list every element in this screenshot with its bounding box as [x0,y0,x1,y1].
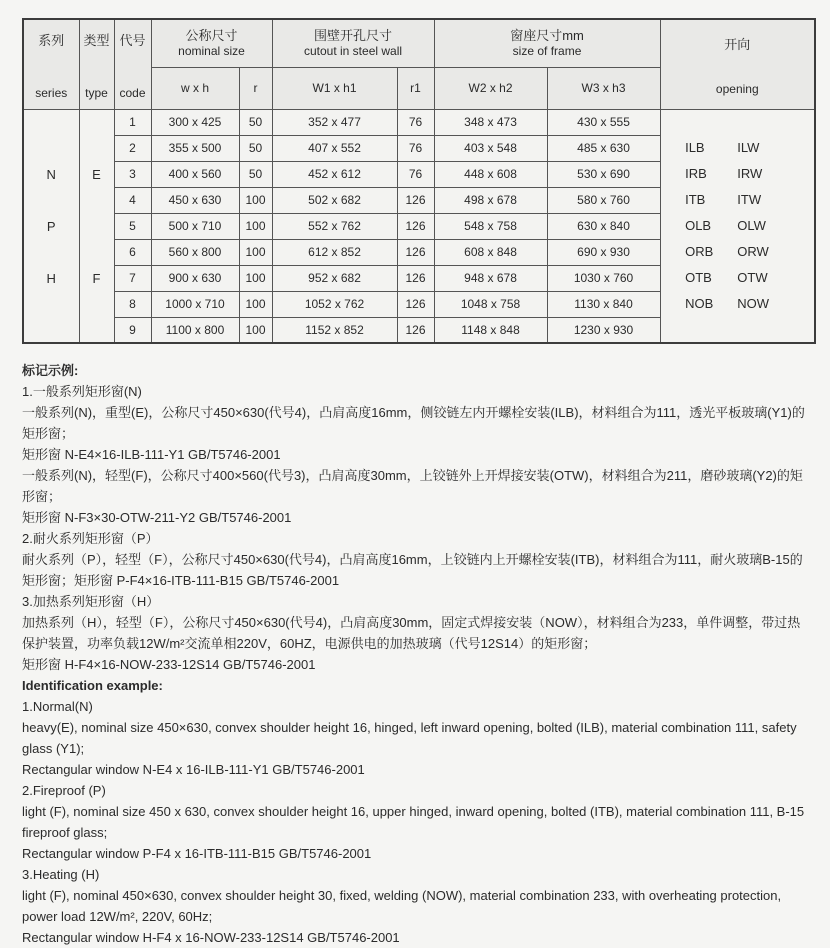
cell-wxh: 450 x 630 [151,187,239,213]
cell-wxh: 500 x 710 [151,213,239,239]
cell-w1h1: 552 x 762 [272,213,397,239]
cell-r: 100 [239,239,272,265]
opening-code: ITW [737,191,762,207]
cell-w3h3: 430 x 555 [547,109,660,135]
cell-w2h2: 1048 x 758 [434,291,547,317]
cell-r: 100 [239,291,272,317]
opening-code: NOW [737,295,770,311]
spec-table [22,18,816,344]
cell-code: 5 [114,213,151,239]
header-series-en: series [35,86,68,101]
cell-w3h3: 580 x 760 [547,187,660,213]
opening-code: OTB [685,269,712,285]
header-frame-size [434,19,660,67]
cell-r: 100 [239,187,272,213]
cell-r: 50 [239,109,272,135]
notes-cn-title: 标记示例: [22,363,79,378]
cell-r: 100 [239,265,272,291]
opening-code: IRB [685,165,707,181]
header-opening-cn: 开向 [724,37,751,53]
subheader-r1: r1 [397,67,434,109]
header-nominal-size [151,19,272,67]
notes-cn-line: 矩形窗 N-E4×16-ILB-111-Y1 GB/T5746-2001 [22,447,281,462]
opening-code: NOB [685,295,714,311]
notes-cn-line: 1.一般系列矩形窗(N) [22,384,142,399]
cell-wxh: 1100 x 800 [151,317,239,343]
cell-w1h1: 1052 x 762 [272,291,397,317]
cell-r: 50 [239,135,272,161]
notes-en-line: 2.Fireproof (P) [22,783,106,798]
cell-w1h1: 352 x 477 [272,109,397,135]
header-frame-en: size of frame [512,44,582,59]
cell-w2h2: 498 x 678 [434,187,547,213]
header-cutout-cn: 围壁开孔尺寸 [314,28,393,44]
header-cutout [272,19,434,67]
cell-wxh: 355 x 500 [151,135,239,161]
opening-code: ITB [685,191,706,207]
type-f: F [92,270,101,286]
header-type-en: type [85,86,108,101]
notes-en-line: Rectangular window N-E4 x 16-ILB-111-Y1 GB/T5746-2001 [22,762,365,777]
cell-wxh: 560 x 800 [151,239,239,265]
subheader-w2h2: W2 x h2 [434,67,547,109]
notes-en-line: Rectangular window P-F4 x 16-ITB-111-B15 GB/T5746-2001 [22,846,372,861]
series-column [23,109,79,343]
header-code-cn: 代号 [119,33,146,49]
header-opening-en: opening [715,82,759,97]
cell-wxh: 300 x 425 [151,109,239,135]
type-column [79,109,114,343]
cell-wxh: 1000 x 710 [151,291,239,317]
cell-w1h1: 612 x 852 [272,239,397,265]
notes-cn-line: 矩形窗 N-F3×30-OTW-211-Y2 GB/T5746-2001 [22,510,292,525]
notes-cn-line: 加热系列（H），轻型（F），公称尺寸450×630(代号4)，凸肩高度30mm，固定式焊接安装（NOW），材料组合为233，单件调整，带过热保护装置，功率负载12W/m²交流单相220V，60HZ，电源供电的加热玻璃（代号12S14）的矩形窗； [22,615,801,651]
cell-w1h1: 952 x 682 [272,265,397,291]
opening-code: IRW [737,165,763,181]
notes-en-line: light (F), nominal size 450 x 630, convex shoulder height 16, upper hinged, inward opening, bolted (ITB), material combination 111, B-15 fireproof glass; [22,804,805,840]
cell-r1: 126 [397,213,434,239]
header-nominal-en: nominal size [178,44,245,59]
header-series-cn: 系列 [38,33,65,49]
notes-en-line: 3.Heating (H) [22,867,100,882]
series-p: P [46,218,56,234]
cell-code: 8 [114,291,151,317]
cell-w3h3: 630 x 840 [547,213,660,239]
cell-code: 4 [114,187,151,213]
cell-w3h3: 485 x 630 [547,135,660,161]
series-n: N [46,166,56,182]
header-type-cn: 类型 [83,33,110,49]
cell-wxh: 900 x 630 [151,265,239,291]
cell-r1: 126 [397,239,434,265]
notes-cn-line: 耐火系列（P），轻型（F），公称尺寸450×630(代号4)，凸肩高度16mm，上铰链内上开螺栓安装(ITB)，材料组合为111，耐火玻璃B-15的矩形窗；矩形窗 P-F4×16-ITB-111-B15 GB/T5746-2001 [22,552,803,588]
opening-code: ILW [737,139,760,155]
cell-r1: 126 [397,317,434,343]
cell-r1: 76 [397,135,434,161]
cell-code: 2 [114,135,151,161]
cell-r1: 126 [397,265,434,291]
header-code [114,19,151,109]
cell-w2h2: 403 x 548 [434,135,547,161]
cell-wxh: 400 x 560 [151,161,239,187]
notes-section [22,360,812,948]
opening-code: ORB [685,243,714,259]
cell-w1h1: 452 x 612 [272,161,397,187]
header-series [23,19,79,109]
notes-cn-line: 一般系列(N)，重型(E)，公称尺寸450×630(代号4)，凸肩高度16mm，侧铰链左内开螺栓安装(ILB)，材料组合为111，透光平板玻璃(Y1)的矩形窗； [22,405,805,441]
cell-r: 100 [239,317,272,343]
opening-column [660,109,815,343]
cell-w2h2: 608 x 848 [434,239,547,265]
cell-w3h3: 1030 x 760 [547,265,660,291]
type-e: E [92,166,101,182]
cell-r: 50 [239,161,272,187]
cell-w3h3: 1130 x 840 [547,291,660,317]
cell-code: 9 [114,317,151,343]
notes-cn-line: 一般系列(N)，轻型(F)，公称尺寸400×560(代号3)，凸肩高度30mm，上铰链外上开焊接安装(OTW)，材料组合为211，磨砂玻璃(Y2)的矩形窗； [22,468,803,504]
cell-w2h2: 1148 x 848 [434,317,547,343]
cell-w1h1: 502 x 682 [272,187,397,213]
opening-code: ILB [685,139,705,155]
header-row-groups [23,19,815,67]
cell-w1h1: 407 x 552 [272,135,397,161]
cell-w2h2: 548 x 758 [434,213,547,239]
cell-r1: 126 [397,291,434,317]
cell-code: 1 [114,109,151,135]
opening-code: OLB [685,217,712,233]
subheader-r: r [239,67,272,109]
series-h: H [46,270,56,286]
notes-cn-line: 2.耐火系列矩形窗（P） [22,531,159,546]
cell-r1: 126 [397,187,434,213]
cell-code: 6 [114,239,151,265]
notes-en-line: Rectangular window H-F4 x 16-NOW-233-12S14 GB/T5746-2001 [22,930,400,945]
cell-w3h3: 530 x 690 [547,161,660,187]
cell-r1: 76 [397,161,434,187]
subheader-w3h3: W3 x h3 [547,67,660,109]
opening-code: ORW [737,243,769,259]
cell-w2h2: 448 x 608 [434,161,547,187]
table-row [23,109,815,135]
header-frame-cn: 窗座尺寸mm [510,28,584,44]
subheader-w1h1: W1 x h1 [272,67,397,109]
cell-r1: 76 [397,109,434,135]
cell-r: 100 [239,213,272,239]
opening-codes [685,135,789,317]
header-opening [660,19,815,109]
notes-en-line: light (F), nominal 450×630, convex shoulder height 30, fixed, welding (NOW), material combination 233, with overheating protection, power load 12W/m², 220V, 60Hz; [22,888,782,924]
cell-w3h3: 690 x 930 [547,239,660,265]
cell-w3h3: 1230 x 930 [547,317,660,343]
cell-code: 7 [114,265,151,291]
cell-w2h2: 348 x 473 [434,109,547,135]
header-cutout-en: cutout in steel wall [303,44,403,59]
header-code-en: code [119,86,146,101]
notes-cn-line: 矩形窗 H-F4×16-NOW-233-12S14 GB/T5746-2001 [22,657,316,672]
notes-en-line: heavy(E), nominal size 450×630, convex shoulder height 16, hinged, left inward opening, bolted (ILB), material combination 111, safety glass (Y1); [22,720,797,756]
notes-en-title: Identification example: [22,678,163,693]
header-type [79,19,114,109]
opening-code: OLW [737,217,766,233]
notes-cn-line: 3.加热系列矩形窗（H） [22,594,160,609]
opening-code: OTW [737,269,768,285]
cell-w2h2: 948 x 678 [434,265,547,291]
header-nominal-cn: 公称尺寸 [185,28,238,44]
subheader-wxh: w x h [151,67,239,109]
cell-code: 3 [114,161,151,187]
notes-en-line: 1.Normal(N) [22,699,93,714]
cell-w1h1: 1152 x 852 [272,317,397,343]
